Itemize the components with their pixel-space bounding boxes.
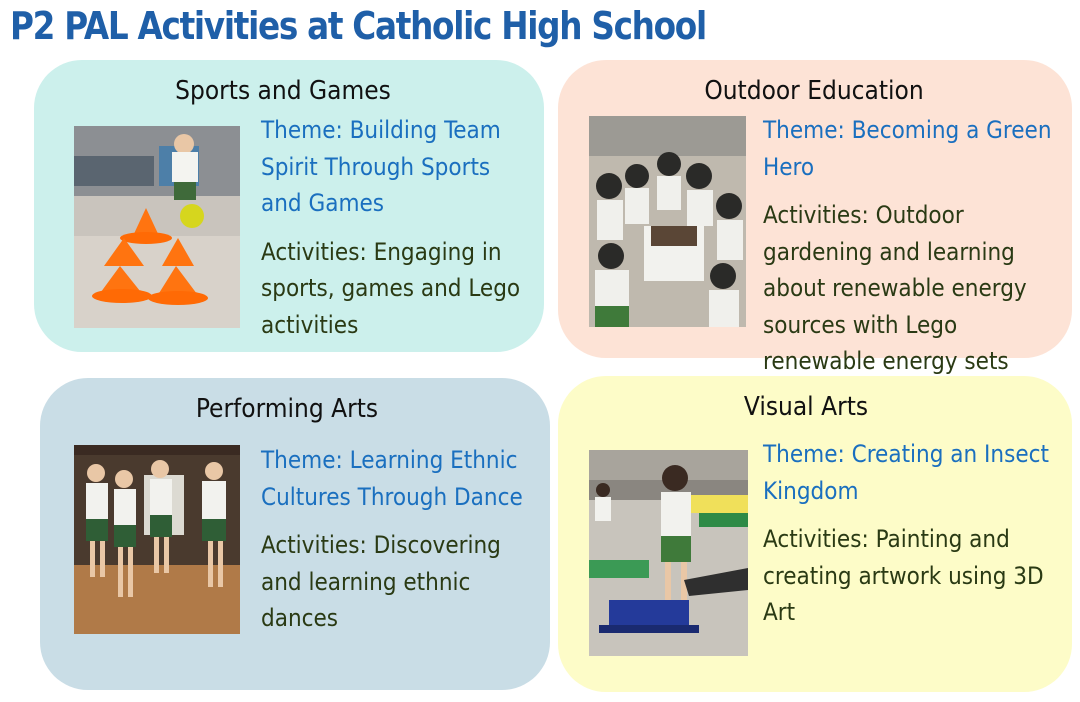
card-heading: Performing Arts	[195, 394, 379, 424]
card-activities: Activities: Painting and creating artwork using 3D Art	[763, 525, 1044, 626]
performing-photo	[74, 445, 240, 634]
card-performing-arts	[40, 378, 550, 690]
card-sports-and-games	[34, 60, 544, 352]
card-activities: Activities: Engaging in sports, games and Lego activities	[261, 237, 521, 339]
sports-photo	[74, 126, 240, 328]
card-visual-arts	[558, 376, 1072, 692]
card-heading: Visual Arts	[743, 392, 869, 422]
card-theme: Theme: Learning Ethnic Cultures Through Dance	[261, 446, 523, 511]
visual-photo	[589, 450, 748, 656]
card-theme: Theme: Building Team Spirit Through Sports and Games	[261, 116, 501, 217]
outdoor-photo	[589, 116, 746, 327]
card-activities: Activities: Outdoor gardening and learning about renewable energy sources with Lego renewable energy sets	[763, 201, 1027, 375]
card-activities: Activities: Discovering and learning ethnic dances	[261, 531, 501, 632]
card-theme: Theme: Becoming a Green Hero	[763, 116, 1052, 181]
card-heading: Sports and Games	[175, 76, 391, 106]
card-theme: Theme: Creating an Insect Kingdom	[763, 440, 1049, 505]
card-heading: Outdoor Education	[704, 76, 924, 106]
card-outdoor-education	[558, 60, 1072, 375]
page-title: P2 PAL Activities at Catholic High School	[10, 4, 706, 48]
